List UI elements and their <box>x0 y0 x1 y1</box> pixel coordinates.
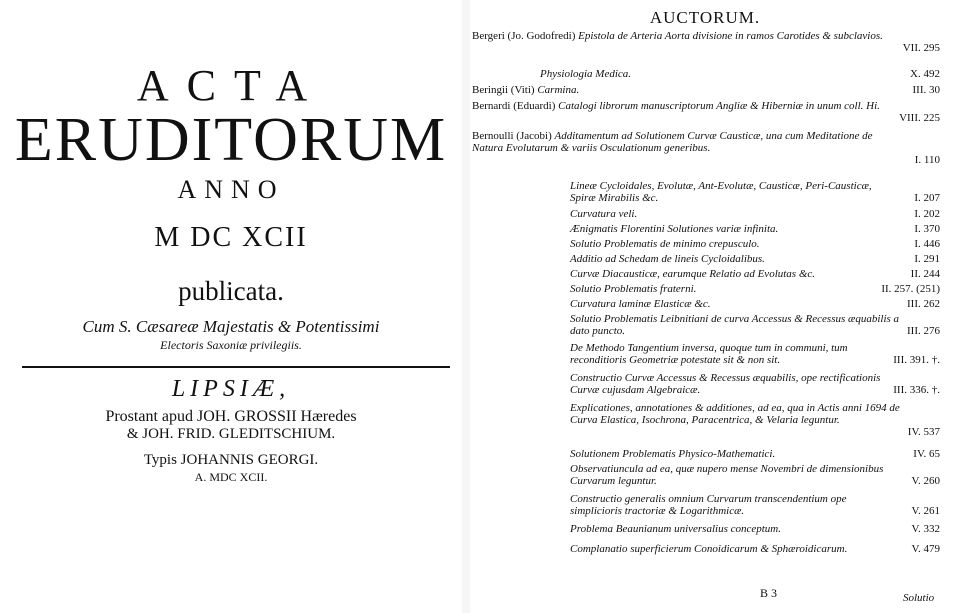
index-entry <box>570 268 900 280</box>
index-entry <box>570 342 900 366</box>
index-entry <box>570 523 900 535</box>
index-entry <box>570 253 900 265</box>
index-entry <box>570 238 900 250</box>
index-entry <box>570 448 900 460</box>
entry-reference: V. 260 <box>911 475 940 487</box>
entry-title: Complanatio superficierum Conoidicarum & Sphæroidicarum. <box>570 543 848 555</box>
index-header: AUCTORUM. <box>649 8 761 27</box>
index-entry <box>570 180 900 204</box>
entry-title: Additio ad Schedam de lineis Cycloidalibus. <box>570 253 765 265</box>
entry-author: Bernoulli (Jacobi) <box>472 130 555 142</box>
signature-mark: B 3 <box>760 586 778 600</box>
index-entry <box>472 100 902 112</box>
index-entry <box>472 84 902 96</box>
entry-title: Physiologia Medica. <box>540 68 632 80</box>
index-entry <box>472 30 902 42</box>
privilege-line-2: Electoris Saxoniæ privilegiis. <box>160 338 302 352</box>
imprint-prostant: Prostant apud JOH. GROSSII Hæredes <box>105 408 357 425</box>
entry-reference: V. 479 <box>911 543 940 555</box>
entry-author: Bergeri (Jo. Godofredi) <box>472 30 579 42</box>
index-entry <box>540 68 900 80</box>
index-entry <box>570 223 900 235</box>
entry-title: Solutionem Problematis Physico-Mathematici. <box>570 448 776 460</box>
entry-title: Solutio Problematis Leibnitiani de curva Accessus & Recessus æquabilis a dato puncto. <box>570 313 900 337</box>
book-gutter <box>462 0 470 613</box>
entry-title: Carmina. <box>537 84 580 96</box>
entry-reference: II. 257. (251) <box>881 283 940 295</box>
entry-author: Bernardi (Eduardi) <box>472 100 559 112</box>
entry-reference: I. 370 <box>914 223 940 235</box>
entry-title: Problema Beaunianum universalius conceptum. <box>570 523 781 535</box>
title-acta: ACTA <box>136 61 326 110</box>
index-entry <box>570 208 900 220</box>
entry-title: Epistola de Arteria Aorta divisione in ramos Carotides & subclavios. <box>578 30 883 42</box>
index-entry <box>570 313 900 337</box>
entry-reference: I. 446 <box>914 238 940 250</box>
entry-author: Beringii (Viti) <box>472 84 538 96</box>
imprint-year: A. MDC XCII. <box>194 470 268 484</box>
entry-reference: II. 244 <box>910 268 940 280</box>
title-divider-rule <box>22 366 450 368</box>
entry-title: De Methodo Tangentium inversa, quoque tum in communi, tum reconditioris Geometriæ potestate sit & non sit. <box>570 342 848 366</box>
title-year: M DC XCII <box>154 222 308 253</box>
imprint-place: LIPSIÆ, <box>171 376 291 402</box>
entry-reference: I. 202 <box>914 208 940 220</box>
entry-reference: VII. 295 <box>902 42 940 54</box>
index-entry <box>570 402 900 426</box>
index-entry <box>570 543 900 555</box>
entry-reference: V. 261 <box>911 505 940 517</box>
imprint-typis: Typis JOHANNIS GEORGI. <box>143 452 319 468</box>
entry-reference: III. 336. †. <box>893 384 940 396</box>
entry-reference: III. 391. †. <box>893 354 940 366</box>
entry-reference: III. 30 <box>912 84 940 96</box>
entry-reference: IV. 65 <box>913 448 940 460</box>
index-entry <box>570 463 900 487</box>
entry-reference: I. 110 <box>914 154 940 166</box>
index-entry <box>570 493 900 517</box>
entry-reference: III. 276 <box>907 325 940 337</box>
entry-title: Constructio generalis omnium Curvarum transcendentium ope simplicioris tractoriæ & Logarithmicæ. <box>570 493 847 517</box>
entry-reference: V. 332 <box>911 523 940 535</box>
entry-title: Ænigmatis Florentini Solutiones variæ infinita. <box>570 223 779 235</box>
entry-title: Observatiuncula ad ea, quæ nupero mense Novembri de dimensionibus Curvarum leguntur. <box>570 463 884 487</box>
imprint-gleditsch: & JOH. FRID. GLEDITSCHIUM. <box>126 426 336 442</box>
privilege-line-1: Cum S. Cæsareæ Majestatis & Potentissimi <box>82 317 380 336</box>
entry-title: Curvatura veli. <box>570 208 638 220</box>
entry-title: Additamentum ad Solutionem Curvæ Causticæ, una cum Meditatione de Natura Evolutarum & variis Osculationum generibus. <box>472 130 873 154</box>
entry-reference: I. 291 <box>914 253 940 265</box>
entry-title: Lineæ Cycloidales, Evolutæ, Ant-Evolutæ, Causticæ, Peri-Causticæ, Spiræ Mirabilis &c. <box>570 180 872 204</box>
title-eruditorum: ERUDITORUM <box>14 106 448 174</box>
entry-title: Curvæ Diacausticæ, earumque Relatio ad Evolutas &c. <box>570 268 816 280</box>
entry-title: Catalogi librorum manuscriptorum Angliæ & Hiberniæ in unum coll. Hi. <box>558 100 880 112</box>
entry-title: Constructio Curvæ Accessus & Recessus æquabilis, ope rectificationis Curvæ cujusdam Algebraicæ. <box>570 372 881 396</box>
index-entry <box>570 283 900 295</box>
entry-title: Solutio Problematis de minimo crepusculo. <box>570 238 760 250</box>
entry-reference: I. 207 <box>914 192 940 204</box>
entry-title: Curvatura laminæ Elasticæ &c. <box>570 298 711 310</box>
entry-reference: X. 492 <box>910 68 940 80</box>
entry-reference: III. 262 <box>907 298 940 310</box>
entry-reference: VIII. 225 <box>899 112 940 124</box>
title-anno: ANNO <box>177 175 285 204</box>
index-entry <box>570 298 900 310</box>
index-entry <box>570 372 900 396</box>
catchword: Solutio <box>903 592 935 604</box>
entry-title: Explicationes, annotationes & additiones, ad ea, qua in Actis anni 1694 de Curva Elastica, Isochrona, Paracentrica, & Velaria leguntur. <box>570 402 900 426</box>
title-publicata: publicata. <box>178 276 284 306</box>
entry-reference: IV. 537 <box>907 426 940 438</box>
index-entry <box>472 130 902 154</box>
entry-title: Solutio Problematis fraterni. <box>570 283 697 295</box>
